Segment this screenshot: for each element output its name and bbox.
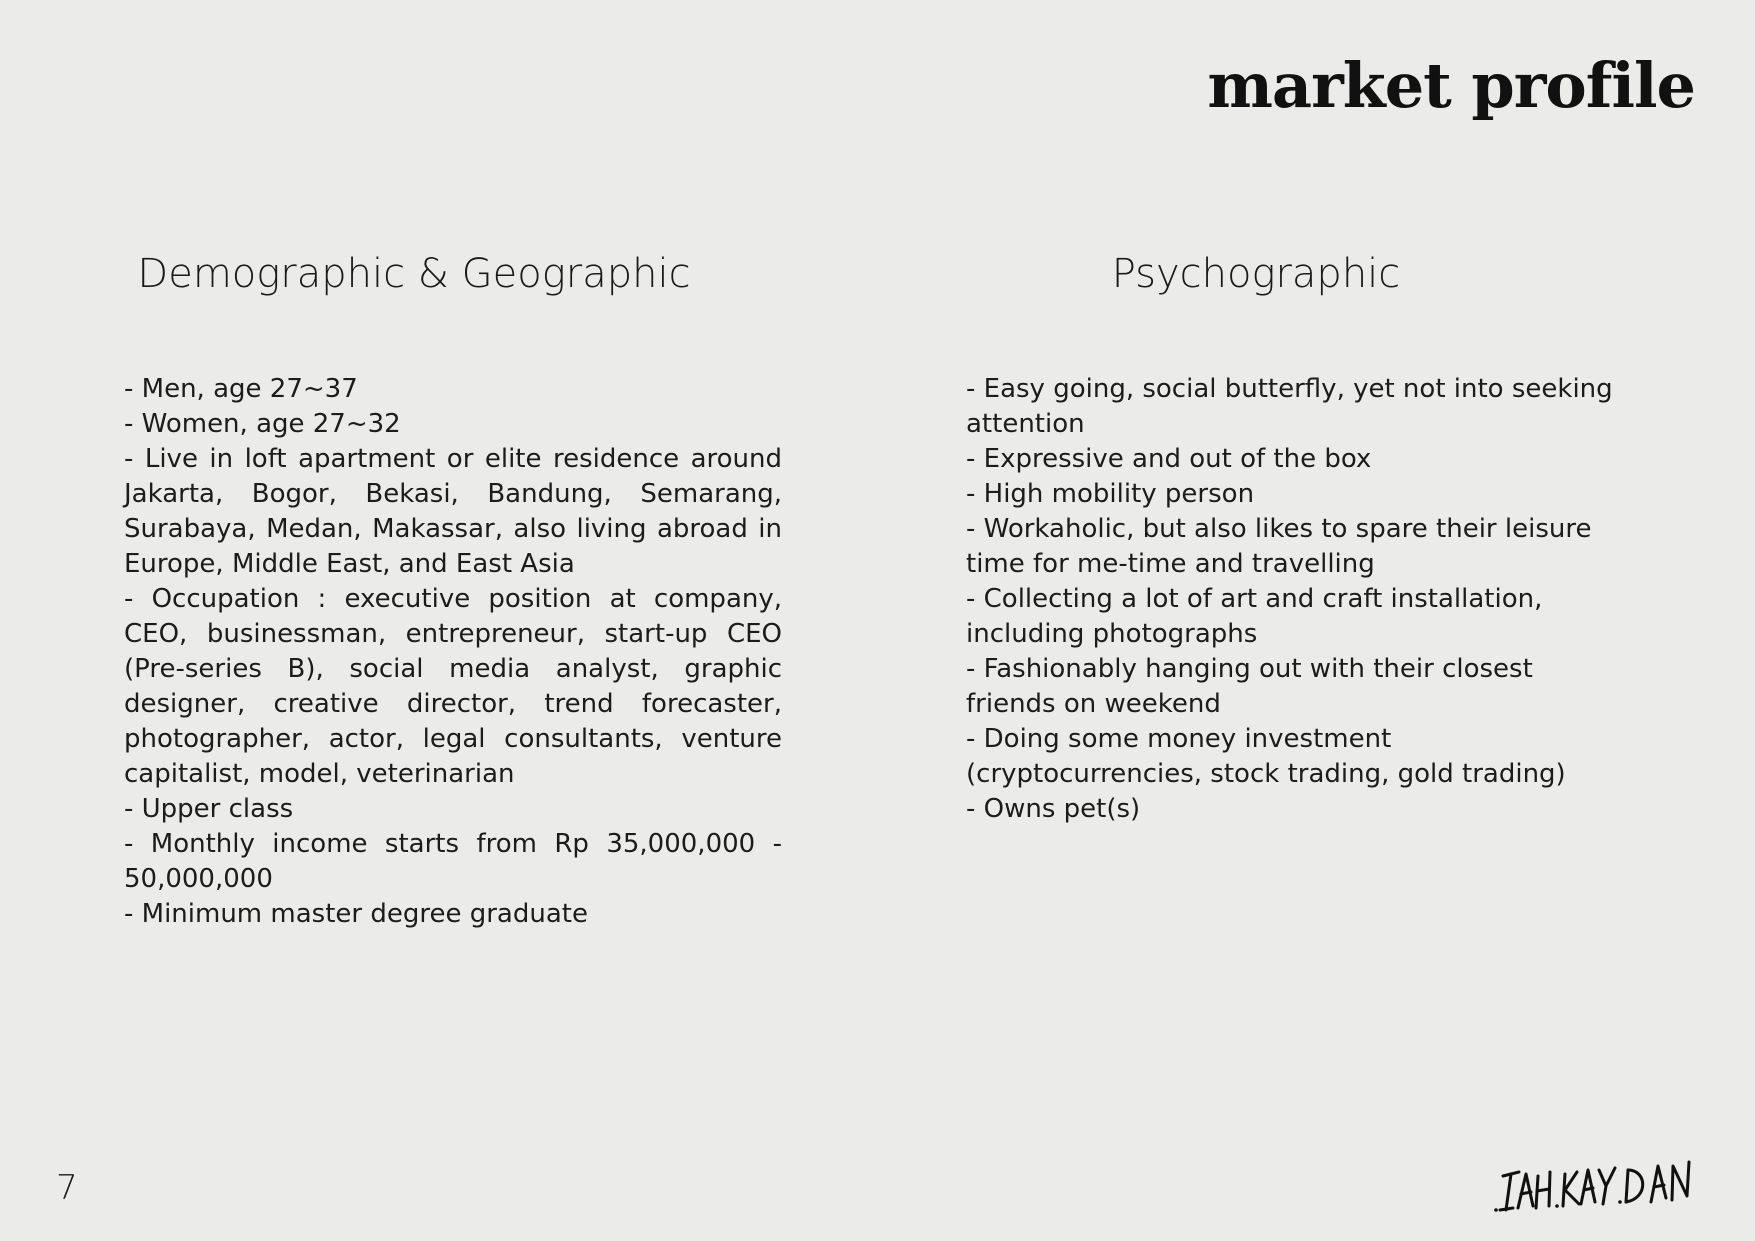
psychographic-item: - Doing some money investment (cryptocurrencies, stock trading, gold trading)	[966, 724, 1566, 789]
demographic-item: - Live in loft apartment or elite residence around Jakarta, Bogor, Bekasi, Bandung, Semarang, Surabaya, Medan, Makassar, also living abroad in Europe, Middle East, and East Asia	[124, 444, 782, 579]
psychographic-section	[966, 250, 1626, 827]
psychographic-item: - Collecting a lot of art and craft installation, including photographs	[966, 584, 1543, 649]
demographic-item: - Upper class	[124, 794, 294, 824]
psychographic-item: - High mobility person	[966, 479, 1255, 509]
psychographic-item: - Workaholic, but also likes to spare their leisure time for me-time and travelling	[966, 514, 1592, 579]
demographic-geographic-section	[124, 250, 784, 932]
psychographic-heading: Psychographic	[1111, 251, 1401, 297]
psychographic-list	[966, 372, 1616, 827]
demographic-list	[124, 372, 782, 932]
demographic-item: - Women, age 27~32	[124, 409, 401, 439]
psychographic-item: - Easy going, social butterfly, yet not into seeking attention	[966, 374, 1613, 439]
psychographic-item: - Fashionably hanging out with their closest friends on weekend	[966, 654, 1533, 719]
demographic-item: - Occupation : executive position at company, CEO, businessman, entrepreneur, start-up CEO (Pre-series B), social media analyst, graphic designer, creative director, trend forecaster, photographer, actor, legal consultants, venture capitalist, model, veterinarian	[124, 584, 782, 789]
demographic-item: - Minimum master degree graduate	[124, 899, 588, 929]
page-title: market profile	[1207, 49, 1695, 122]
psychographic-item: - Expressive and out of the box	[966, 444, 1372, 474]
demographic-heading: Demographic & Geographic	[137, 251, 691, 297]
demographic-item: - Men, age 27~37	[124, 374, 358, 404]
demographic-item: - Monthly income starts from Rp 35,000,000 - 50,000,000	[124, 829, 782, 894]
psychographic-item: - Owns pet(s)	[966, 794, 1141, 824]
page-number: 7	[56, 1168, 78, 1208]
brand-logo	[1491, 1150, 1717, 1220]
